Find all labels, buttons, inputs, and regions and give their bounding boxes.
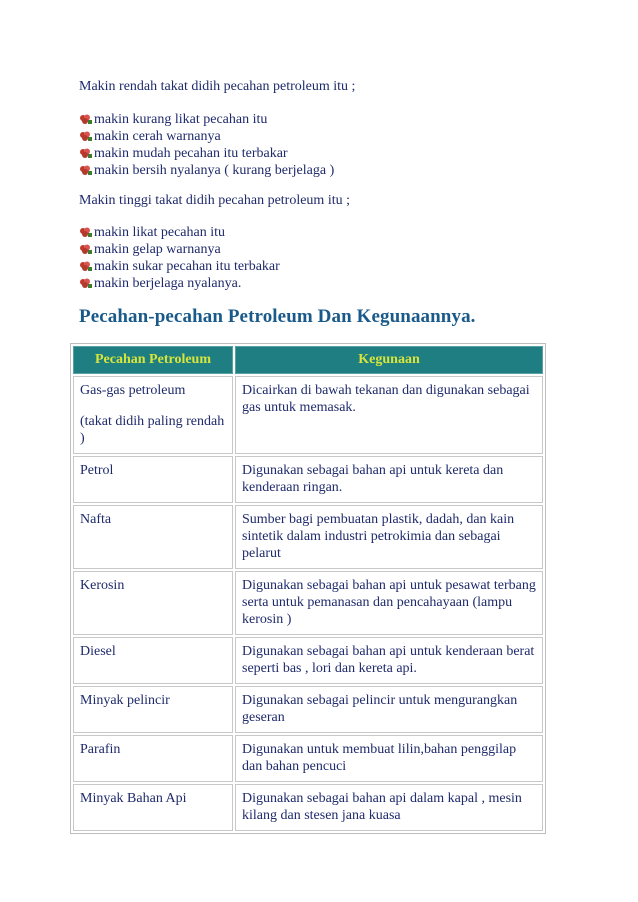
cell-fraction: Parafin bbox=[73, 735, 233, 782]
cell-use: Digunakan sebagai bahan api dalam kapal , mesin kilang dan stesen jana kuasa bbox=[235, 784, 543, 831]
cell-use: Digunakan sebagai bahan api untuk kereta dan kenderaan ringan. bbox=[235, 456, 543, 503]
cell-fraction: Nafta bbox=[73, 505, 233, 569]
section-heading: Pecahan-pecahan Petroleum Dan Kegunaannya. bbox=[79, 306, 476, 327]
red-flower-bullet-icon bbox=[79, 114, 92, 125]
column-header-fraction: Pecahan Petroleum bbox=[73, 346, 233, 374]
table-row bbox=[73, 735, 543, 782]
red-flower-bullet-icon bbox=[79, 278, 92, 289]
cell-fraction: Minyak pelincir bbox=[73, 686, 233, 733]
red-flower-bullet-icon bbox=[79, 148, 92, 159]
table-row bbox=[73, 784, 543, 831]
cell-use: Digunakan sebagai bahan api untuk pesawat terbang serta untuk pemanasan dan pencahayaan (lampu kerosin ) bbox=[235, 571, 543, 635]
list-item bbox=[79, 145, 334, 162]
list-item-text: makin sukar pecahan itu terbakar bbox=[94, 258, 280, 274]
red-flower-bullet-icon bbox=[79, 244, 92, 255]
list-item bbox=[79, 224, 280, 241]
fraction-note: (takat didih paling rendah ) bbox=[80, 414, 225, 446]
list-item bbox=[79, 162, 334, 179]
list-item-text: makin likat pecahan itu bbox=[94, 224, 226, 240]
table-row bbox=[73, 686, 543, 733]
table-row bbox=[73, 571, 543, 635]
list-item bbox=[79, 275, 280, 292]
red-flower-bullet-icon bbox=[79, 131, 92, 142]
list-item-text: makin mudah pecahan itu terbakar bbox=[94, 145, 288, 161]
list-item-text: makin cerah warnanya bbox=[94, 128, 221, 144]
red-flower-bullet-icon bbox=[79, 227, 92, 238]
list-item bbox=[79, 258, 280, 275]
column-header-use: Kegunaan bbox=[235, 346, 543, 374]
intro-high-boiling: Makin tinggi takat didih pecahan petroleum itu ; bbox=[79, 193, 350, 208]
cell-fraction: Petrol bbox=[73, 456, 233, 503]
table-header-row bbox=[73, 346, 543, 374]
cell-use: Digunakan untuk membuat lilin,bahan penggilap dan bahan pencuci bbox=[235, 735, 543, 782]
table-row bbox=[73, 637, 543, 684]
cell-use: Sumber bagi pembuatan plastik, dadah, dan kain sintetik dalam industri petrokimia dan sebagai pelarut bbox=[235, 505, 543, 569]
fractions-table bbox=[70, 343, 546, 834]
fraction-name: Gas-gas petroleum bbox=[80, 383, 186, 398]
list-item-text: makin gelap warnanya bbox=[94, 241, 221, 257]
cell-fraction: Diesel bbox=[73, 637, 233, 684]
list-item bbox=[79, 128, 334, 145]
table-row bbox=[73, 505, 543, 569]
list-item-text: makin kurang likat pecahan itu bbox=[94, 111, 268, 127]
red-flower-bullet-icon bbox=[79, 165, 92, 176]
red-flower-bullet-icon bbox=[79, 261, 92, 272]
table-row bbox=[73, 376, 543, 454]
list-item-text: makin berjelaga nyalanya. bbox=[94, 275, 242, 291]
list-item bbox=[79, 241, 280, 258]
list-low-boiling bbox=[79, 111, 334, 179]
cell-use: Dicairkan di bawah tekanan dan digunakan sebagai gas untuk memasak. bbox=[235, 376, 543, 454]
cell-fraction: Kerosin bbox=[73, 571, 233, 635]
table-row bbox=[73, 456, 543, 503]
cell-fraction: Minyak Bahan Api bbox=[73, 784, 233, 831]
list-item-text: makin bersih nyalanya ( kurang berjelaga ) bbox=[94, 162, 335, 178]
list-high-boiling bbox=[79, 224, 280, 292]
list-item bbox=[79, 111, 334, 128]
intro-low-boiling: Makin rendah takat didih pecahan petroleum itu ; bbox=[79, 79, 356, 94]
cell-fraction bbox=[73, 376, 233, 454]
cell-use: Digunakan sebagai bahan api untuk kenderaan berat seperti bas , lori dan kereta api. bbox=[235, 637, 543, 684]
cell-use: Digunakan sebagai pelincir untuk mengurangkan geseran bbox=[235, 686, 543, 733]
